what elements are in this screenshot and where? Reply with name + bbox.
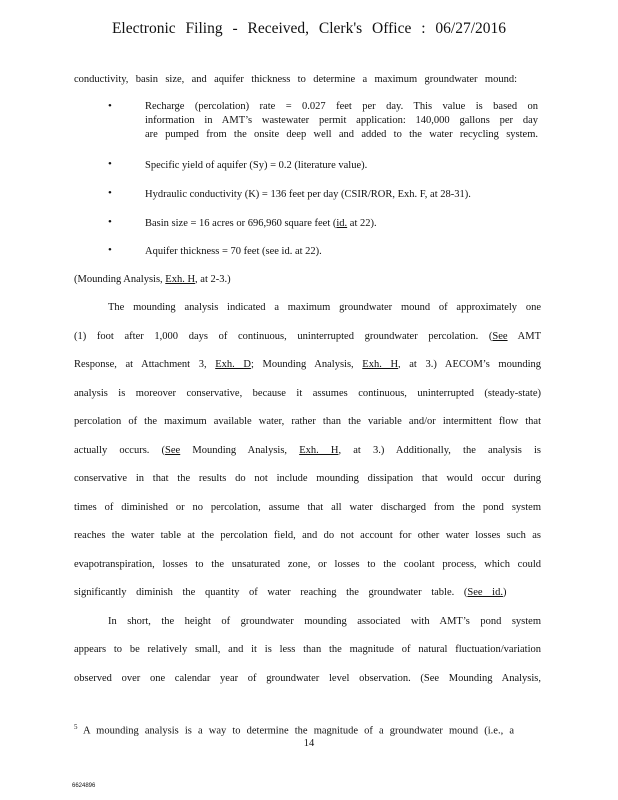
bullet-hydraulic [145,187,538,202]
bullet-aquifer-thickness [145,244,538,259]
citation-mounding: (Mounding Analysis, Exh. H, at 2-3.) [74,274,231,285]
paragraph-line: The mounding analysis indicated a maximum groundwater mound of approximately one [108,302,541,313]
bullet-line: information in AMT’s wastewater permit application: 140,000 gallons per day [145,115,538,126]
exh-h-link[interactable]: Exh. H [362,359,399,370]
footnote: $^5$ A mounding analysis is a way to determine the magnitude of a groundwater mound (i.e., a [74,723,514,737]
bullet-glyph: • [108,244,112,256]
filing-header: Electronic Filing - Received, Clerk's Office : 06/27/2016 [111,20,507,37]
see-link[interactable]: See [165,445,181,456]
paragraph-line: observed over one calendar year of groundwater level observation. (See Mounding Analysis, [74,673,541,684]
paragraph-line: significantly diminish the quantity of water reaching the groundwater table. (See id.) [74,587,507,598]
bullet-line: Recharge (percolation) rate = 0.027 feet per day. This value is based on [145,101,538,112]
bullet-line: Basin size = 16 acres or 696,960 square feet (id. at 22). [145,218,377,229]
paragraph-line: appears to be relatively small, and it is less than the magnitude of natural fluctuation/variation [74,644,541,655]
paragraph-line: reaches the water table at the percolation field, and do not account for other water losses such as [74,530,541,541]
exh-d-link[interactable]: Exh. D [215,359,251,370]
paragraph-line: percolation of the maximum available water, rather than the variable and/or intermittent flow that [74,416,541,427]
paragraph-line: In short, the height of groundwater mounding associated with AMT’s pond system [108,616,541,627]
bullet-glyph: • [108,216,112,228]
paragraph-line: (1) foot after 1,000 days of continuous, uninterrupted groundwater percolation. (See AMT [74,331,541,342]
paragraph-line: analysis is moreover conservative, because it assumes continuous, uninterrupted (steady-state) [74,388,541,399]
bullet-line: Aquifer thickness = 70 feet (see id. at 22). [145,246,322,257]
bullet-line: are pumped from the onsite deep well and added to the water recycling system. [145,129,538,140]
paragraph-line: evapotranspiration, losses to the unsaturated zone, or losses to the coolant process, which could [74,559,541,570]
paragraph-line: conservative in that the results do not include mounding dissipation that would occur during [74,473,541,484]
footnote-mark: 5 [74,723,78,731]
exh-h-link[interactable]: Exh. H [165,274,196,285]
page-number: 14 [303,738,315,749]
id-link[interactable]: id. [336,218,348,229]
bullet-glyph: • [108,158,112,170]
exh-h-link[interactable]: Exh. H [299,445,339,456]
see-link[interactable]: See [492,331,508,342]
paragraph-line: times of diminished or no percolation, assume that all water discharged from the pond system [74,502,541,513]
bullet-recharge [145,100,538,142]
bullet-line: Specific yield of aquifer (Sy) = 0.2 (literature value). [145,160,368,171]
bullet-basin-size [145,216,538,231]
bullet-line: Hydraulic conductivity (K) = 136 feet per day (CSIR/ROR, Exh. F, at 28-31). [145,189,471,200]
bullet-glyph: • [108,100,112,112]
bullet-specific-yield [145,158,538,173]
paragraph-line: Response, at Attachment 3, Exh. D; Mounding Analysis, Exh. H, at 3.) AECOM’s mounding [74,359,542,370]
document-id: 6624896 [72,783,96,789]
see-id-link[interactable]: See id. [467,587,503,598]
paragraph-line: actually occurs. (See Mounding Analysis, Exh. H, at 3.) Additionally, the analysis is [74,445,541,456]
intro-line: conductivity, basin size, and aquifer thickness to determine a maximum groundwater mound: [74,74,517,85]
bullet-glyph: • [108,187,112,199]
